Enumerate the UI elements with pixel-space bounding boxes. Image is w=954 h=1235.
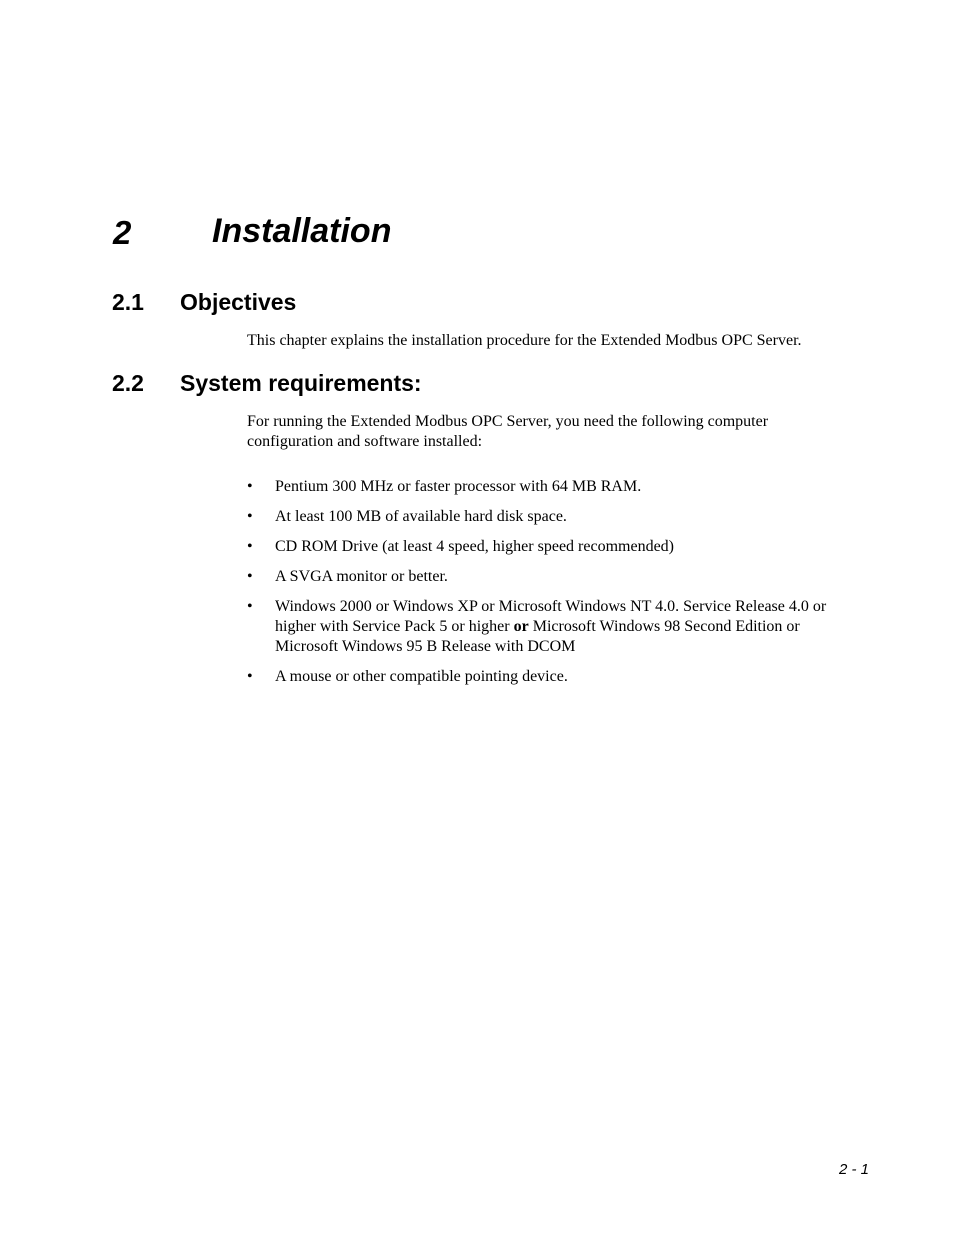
bullet-icon: •	[247, 538, 253, 555]
chapter-title: Installation	[212, 212, 392, 250]
section-title: System requirements:	[180, 370, 422, 396]
system-requirements-paragraph: For running the Extended Modbus OPC Server, you need the following computer configuration and software installed:	[247, 413, 769, 450]
list-item	[247, 507, 847, 527]
list-item-text: A SVGA monitor or better.	[275, 568, 448, 585]
section-number: 2.1	[112, 289, 144, 315]
list-item	[247, 537, 847, 557]
section-heading-system-requirements	[112, 369, 422, 397]
bullet-icon: •	[247, 598, 253, 615]
list-item-text: At least 100 MB of available hard disk space.	[275, 508, 567, 525]
bullet-icon: •	[247, 568, 253, 585]
list-item	[247, 597, 847, 657]
section-title: Objectives	[180, 289, 297, 315]
section-number: 2.2	[112, 370, 144, 396]
list-item	[247, 477, 847, 497]
bullet-icon: •	[247, 668, 253, 685]
list-item-text: Pentium 300 MHz or faster processor with 64 MB RAM.	[275, 478, 642, 495]
bullet-icon: •	[247, 478, 253, 495]
bullet-icon: •	[247, 508, 253, 525]
list-item-text-part: Microsoft Windows 98 Second Edition or Microsoft Windows 95 B Release with DCOM	[275, 618, 800, 655]
list-item-bold-text: or	[513, 618, 529, 635]
section-heading-objectives	[112, 288, 296, 316]
list-item-text-part: Windows 2000 or Windows XP or Microsoft Windows NT 4.0. Service Release 4.0 or higher with Service Pack 5 or higher	[275, 598, 827, 635]
requirements-list	[247, 477, 847, 697]
list-item-text: A mouse or other compatible pointing device.	[275, 668, 568, 685]
list-item-text: CD ROM Drive (at least 4 speed, higher speed recommended)	[275, 538, 674, 555]
chapter-number: 2	[113, 214, 132, 251]
objectives-paragraph: This chapter explains the installation procedure for the Extended Modbus OPC Server.	[247, 332, 802, 349]
page-number: 2 - 1	[838, 1161, 869, 1178]
list-item	[247, 567, 847, 587]
list-item	[247, 667, 847, 687]
